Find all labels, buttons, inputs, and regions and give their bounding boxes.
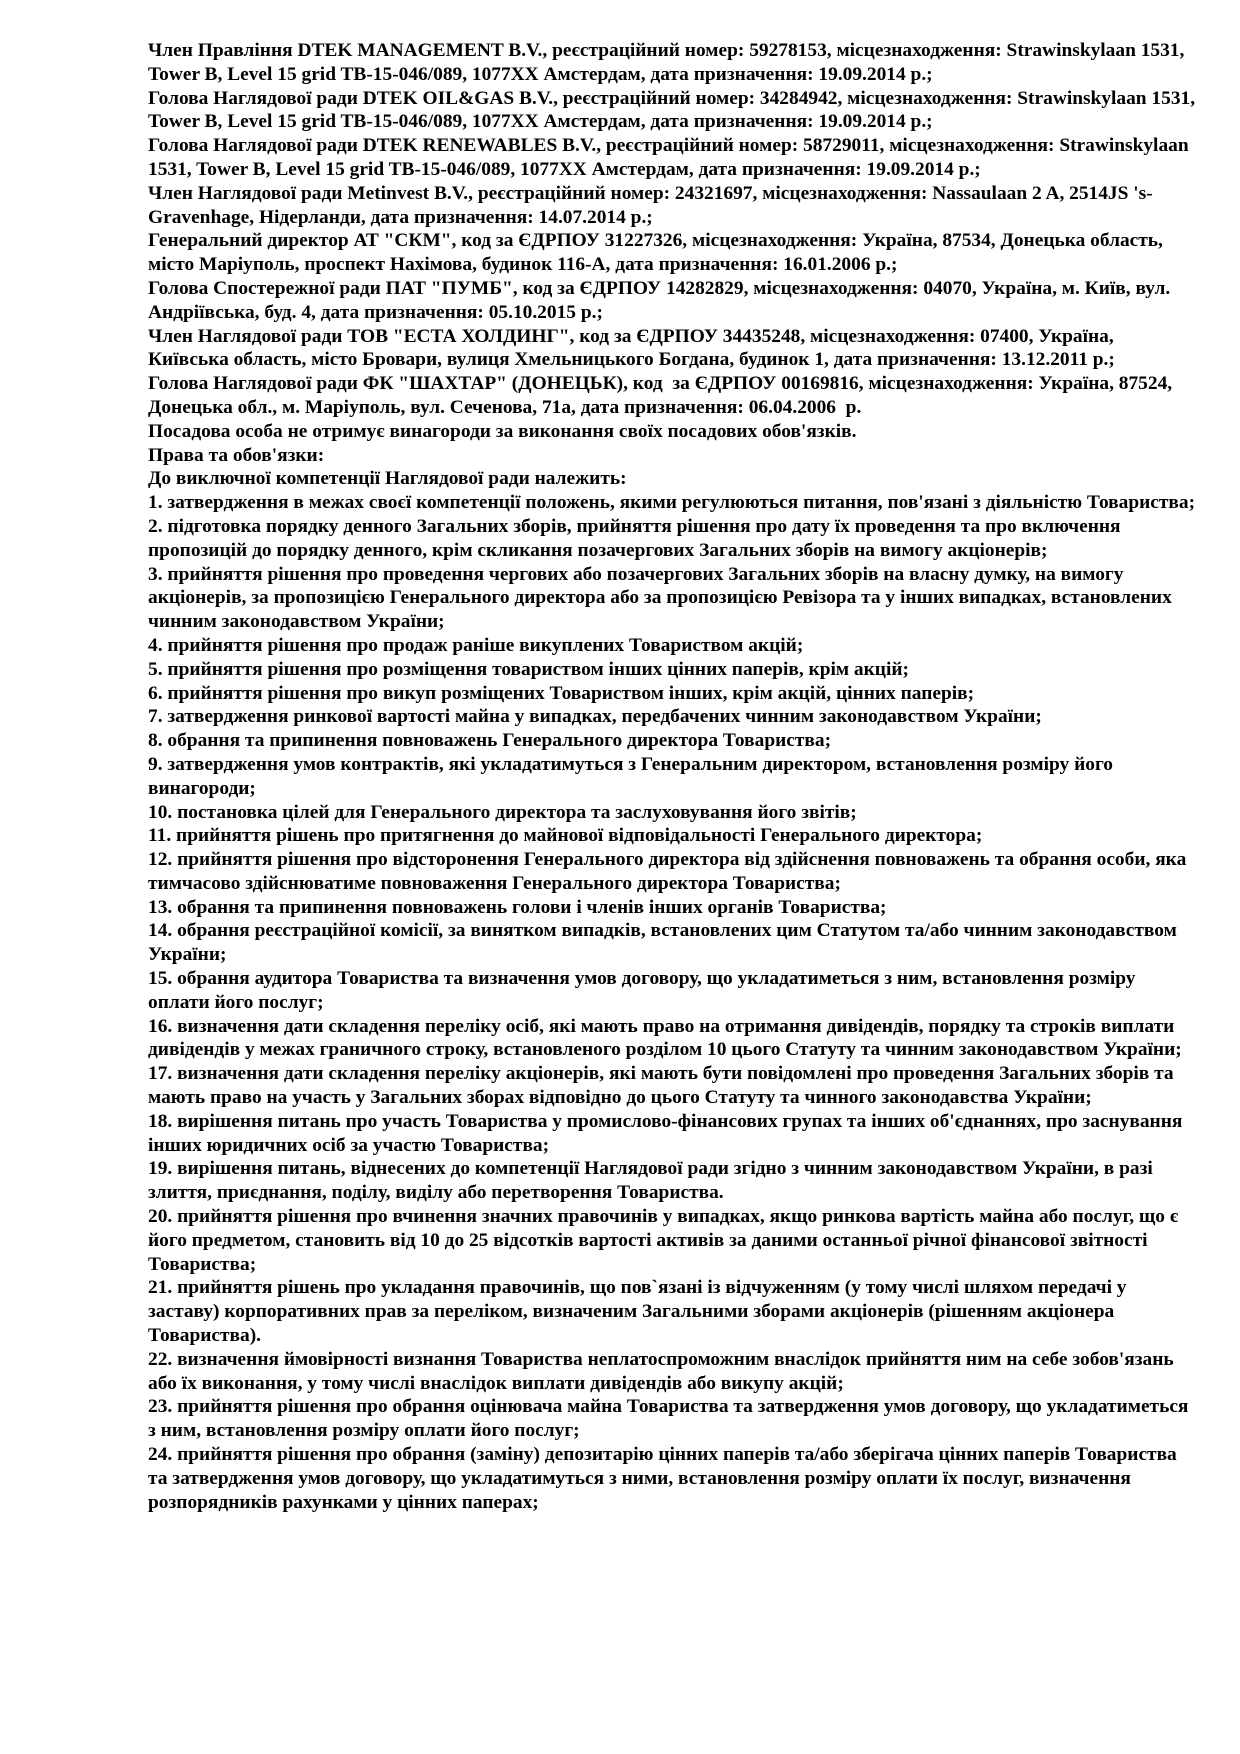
competence-item: 6. прийняття рішення про викуп розміщених Товариством інших, крім акцій, цінних паперів;: [148, 682, 975, 704]
competence-item: 11. прийняття рішень про притягнення до майнової відповідальності Генерального директора;: [148, 825, 983, 847]
competence-item: 7. затвердження ринкової вартості майна у випадках, передбачених чинним законодавством України;: [148, 706, 1042, 728]
competence-item: 16. визначення дати складення переліку осіб, які мають право на отримання дивідендів, порядку та строків виплати дивідендів у межах граничного строку, встановленого розділом 10 цього Статуту та чинним законодавством України;: [148, 1015, 1182, 1061]
competence-item: 23. прийняття рішення про обрання оцінювача майна Товариства та затвердження умов договору, що укладатиметься з ним, встановлення розміру оплати його послуг;: [148, 1396, 1194, 1442]
competence-item: 1. затвердження в межах своєї компетенції положень, якими регулюються питання, пов'язані з діяльністю Товариства;: [148, 492, 1196, 514]
competence-item: 21. прийняття рішень про укладання правочинів, що пов`язані із відчуженням (у тому числі шляхом передачі у заставу) корпоративних прав за переліком, визначеним Загальними зборами акціонерів (рішенням акціонера Товариства).: [148, 1277, 1132, 1347]
competence-item: 14. обрання реєстраційної комісії, за винятком випадків, встановлених цим Статутом та/або чинним законодавством України;: [148, 920, 1182, 966]
competence-item: 8. обрання та припинення повноважень Генерального директора Товариства;: [148, 730, 832, 752]
position-entry: Член Наглядової ради ТОВ "ЕСТА ХОЛДИНГ", код за ЄДРПОУ 34435248, місцезнаходження: 07400, Україна, Київська область, місто Бровари, вулиця Хмельницького Богдана, будинок 1, дата призначення: 13.12.2011 р.;: [148, 325, 1119, 371]
competence-item: 2. підготовка порядку денного Загальних зборів, прийняття рішення про дату їх проведення та про включення пропозицій до порядку денного, крім скликання позачергових Загальних зборів на вимогу акціонерів;: [148, 515, 1126, 561]
position-entry: Голова Наглядової ради ФК "ШАХТАР" (ДОНЕЦЬК), код за ЄДРПОУ 00169816, місцезнаходження: Україна, 87524, Донецька обл., м. Маріуполь, вул. Сеченова, 71а, дата призначення: 06.04.2006 р.: [148, 373, 1177, 418]
no-remuneration-note: Посадова особа не отримує винагороди за виконання своїх посадових обов'язків.: [148, 420, 857, 442]
competence-item: 20. прийняття рішення про вчинення значних правочинів у випадках, якщо ринкова вартість майна або послуг, що є його предметом, становить від 10 до 25 відсотків вартості активів за даними останньої річної фінансової звітності Товариства;: [148, 1206, 1184, 1275]
competence-item: 13. обрання та припинення повноважень голови і членів інших органів Товариства;: [148, 896, 887, 918]
competence-item: 17. визначення дати складення переліку акціонерів, які мають бути повідомлені про проведення Загальних зборів та мають право на участь у Загальних зборах відповідно до цього Статуту та чинного законодавства України;: [148, 1063, 1179, 1109]
competence-item: 3. прийняття рішення про проведення чергових або позачергових Загальних зборів на власну думку, на вимогу акціонерів, за пропозицією Генерального директора або за пропозицією Ревізора та у інших випадках, встановлених чинним законодавством України;: [148, 563, 1177, 633]
competence-item: 22. визначення ймовірності визнання Товариства неплатоспроможним внаслідок прийняття ним на себе зобов'язань або їх виконання, у тому числі внаслідок виплати дивідендів або викупу акцій;: [148, 1348, 1179, 1394]
competence-item: 19. вирішення питань, віднесених до компетенції Наглядової ради згідно з чинним законодавством України, в разі злиття, приєднання, поділу, виділу або перетворення Товариства.: [148, 1158, 1158, 1204]
competence-item: 9. затвердження умов контрактів, які укладатимуться з Генеральним директором, встановлення розміру його винагороди;: [148, 753, 1118, 799]
document-page: [148, 39, 1198, 1514]
position-entry: Голова Спостережної ради ПАТ "ПУМБ", код за ЄДРПОУ 14282829, місцезнаходження: 04070, Україна, м. Київ, вул. Андріївська, буд. 4, дата призначення: 05.10.2015 р.;: [148, 277, 1176, 323]
competence-item: 4. прийняття рішення про продаж раніше викуплених Товариством акцій;: [148, 634, 804, 656]
competence-item: 24. прийняття рішення про обрання (заміну) депозитарію цінних паперів та/або зберігача цінних паперів Товариства та затвердження умов договору, що укладатимуться з ними, встановлення розміру оплати їх послуг, визначення розпорядників рахунками у цінних паперах;: [148, 1444, 1182, 1513]
competence-item: 15. обрання аудитора Товариства та визначення умов договору, що укладатиметься з ним, встановлення розміру оплати його послуг;: [148, 968, 1141, 1013]
rights-heading: Права та обов'язки:: [148, 444, 325, 466]
competence-item: 5. прийняття рішення про розміщення товариством інших цінних паперів, крім акцій;: [148, 658, 909, 680]
position-entry: Голова Наглядової ради DTEK OIL&GAS B.V., реєстраційний номер: 34284942, місцезнаходження: Strawinskylaan 1531, Tower B, Level 15 grid TB-15-046/089, 1077XX Амстердам, дата призначення: 19.09.2014 р.;: [148, 87, 1200, 133]
position-entry: Генеральний директор АТ "СКМ", код за ЄДРПОУ 31227326, місцезнаходження: Україна, 87534, Донецька область, місто Маріуполь, проспект Нахімова, будинок 116-А, дата призначення: 16.01.2006 р.;: [148, 230, 1168, 276]
competence-item: 12. прийняття рішення про відсторонення Генерального директора від здійснення повноважень та обрання особи, яка тимчасово здійснюватиме повноваження Генерального директора Товариства;: [148, 849, 1192, 894]
position-entry: Голова Наглядової ради DTEK RENEWABLES B.V., реєстраційний номер: 58729011, місцезнаходження: Strawinskylaan 1531, Tower B, Level 15 grid TB-15-046/089, 1077XX Амстердам, дата призначення: 19.09.2014 р.;: [148, 135, 1194, 180]
competence-item: 18. вирішення питань про участь Товариства у промислово-фінансових групах та інших об'єднаннях, про заснування інших юридичних осіб за участю Товариства;: [148, 1110, 1188, 1156]
position-entry: Член Наглядової ради Metinvest B.V., реєстраційний номер: 24321697, місцезнаходження: Nassaulaan 2 A, 2514JS 's-Gravenhage, Нідерланди, дата призначення: 14.07.2014 р.;: [148, 182, 1153, 228]
position-entry: Член Правління DTEK MANAGEMENT B.V., реєстраційний номер: 59278153, місцезнаходження: Strawinskylaan 1531, Tower B, Level 15 grid TB-15-046/089, 1077XX Амстердам, дата призначення: 19.09.2014 р.;: [148, 40, 1189, 85]
competence-item: 10. постановка цілей для Генерального директора та заслуховування його звітів;: [148, 801, 857, 823]
competence-intro: До виключної компетенції Наглядової ради належить:: [148, 468, 627, 490]
